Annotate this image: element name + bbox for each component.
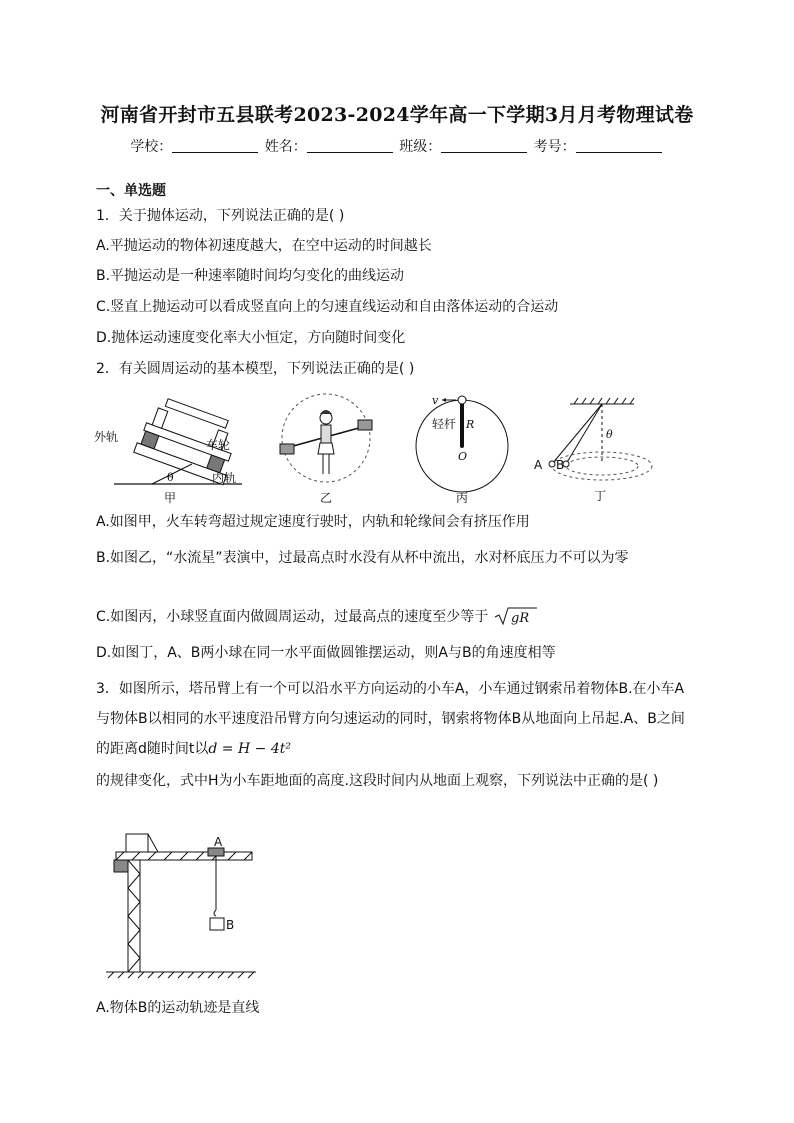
sqrt-gr-formula xyxy=(493,605,539,627)
q3-stem xyxy=(96,674,696,764)
jia-outer-rail-label: 外轨 xyxy=(94,430,119,444)
q3-formula: d = H − 4t² xyxy=(208,741,291,757)
figure-rod-circle xyxy=(412,392,516,506)
ding-angle-label: θ xyxy=(606,428,613,441)
q1-option-d: D.抛体运动速度变化率大小恒定，方向随时间变化 xyxy=(96,330,406,346)
figure-water-meteor xyxy=(274,388,378,506)
bing-center-label: O xyxy=(458,450,468,463)
bing-caption: 丙 xyxy=(456,491,469,505)
name-blank[interactable] xyxy=(307,138,393,153)
figure-conical-pendulum xyxy=(530,392,660,506)
q2-option-a: A.如图甲，火车转弯超过规定速度行驶时，内轨和轮缘间会有挤压作用 xyxy=(96,514,530,530)
jia-wheel-label: 车轮 xyxy=(206,438,231,452)
crane-object-b-label: B xyxy=(226,918,235,932)
school-label: 学校： xyxy=(130,139,173,155)
exam-number-blank[interactable] xyxy=(576,138,662,153)
class-blank[interactable] xyxy=(441,138,527,153)
ding-b-label: B xyxy=(556,458,565,472)
q2-option-b: B.如图乙，“水流星”表演中，过最高点时水没有从杯中流出，水对杯底压力不可以为零 xyxy=(96,550,629,566)
ding-a-label: A xyxy=(534,458,543,472)
q1-option-c: C.竖直上抛运动可以看成竖直向上的匀速直线运动和自由落体运动的合运动 xyxy=(96,299,559,315)
figure-train-track xyxy=(92,394,252,506)
figure-tower-crane xyxy=(100,830,260,980)
school-blank[interactable] xyxy=(172,138,258,153)
q2-option-c-text: C.如图丙，小球竖直面内做圆周运动，过最高点的速度至少等于 xyxy=(96,609,489,625)
q3-stem-text: 3．如图所示，塔吊臂上有一个可以沿水平方向运动的小车A，小车通过钢索吊着物体B.在小车A与物体B以相同的水平速度沿吊臂方向匀速运动的同时，钢索将物体B从地面向上吊起.A、B之间的距离d随时间t以 xyxy=(96,681,685,757)
sqrt-gr-value: gR xyxy=(510,611,529,626)
exam-number-label: 考号： xyxy=(533,139,576,155)
ding-caption: 丁 xyxy=(594,489,607,503)
q1-option-a: A.平抛运动的物体初速度越大，在空中运动的时间越长 xyxy=(96,238,432,254)
q1-stem: 1．关于抛体运动，下列说法正确的是( ) xyxy=(96,208,345,224)
name-label: 姓名： xyxy=(264,139,307,155)
bing-radius-label: R xyxy=(466,418,475,431)
q2-option-c xyxy=(96,605,706,627)
section-heading: 一、单选题 xyxy=(96,183,166,199)
q1-option-b: B.平抛运动是一种速率随时间均匀变化的曲线运动 xyxy=(96,268,405,284)
q2-stem: 2．有关圆周运动的基本模型，下列说法正确的是( ) xyxy=(96,361,415,377)
q3-stem-continued: 的规律变化，式中H为小车距地面的高度.这段时间内从地面上观察，下列说法中正确的是( ) xyxy=(96,773,659,789)
bing-rod-label: 轻杆 xyxy=(432,417,457,431)
jia-angle-label: θ xyxy=(167,471,174,484)
q3-option-a: A.物体B的运动轨迹是直线 xyxy=(96,1000,260,1016)
yi-caption: 乙 xyxy=(320,491,333,505)
jia-inner-rail-label: 内轨 xyxy=(212,471,237,485)
class-label: 班级： xyxy=(399,139,442,155)
student-info-row xyxy=(0,136,794,156)
bing-v-label: v xyxy=(432,394,439,407)
q2-option-d: D.如图丁，A、B两小球在同一水平面做圆锥摆运动，则A与B的角速度相等 xyxy=(96,645,556,661)
jia-caption: 甲 xyxy=(164,491,177,505)
crane-trolley-a-label: A xyxy=(214,835,223,849)
page-title: 河南省开封市五县联考2023-2024学年高一下学期3月月考物理试卷 xyxy=(100,104,694,126)
